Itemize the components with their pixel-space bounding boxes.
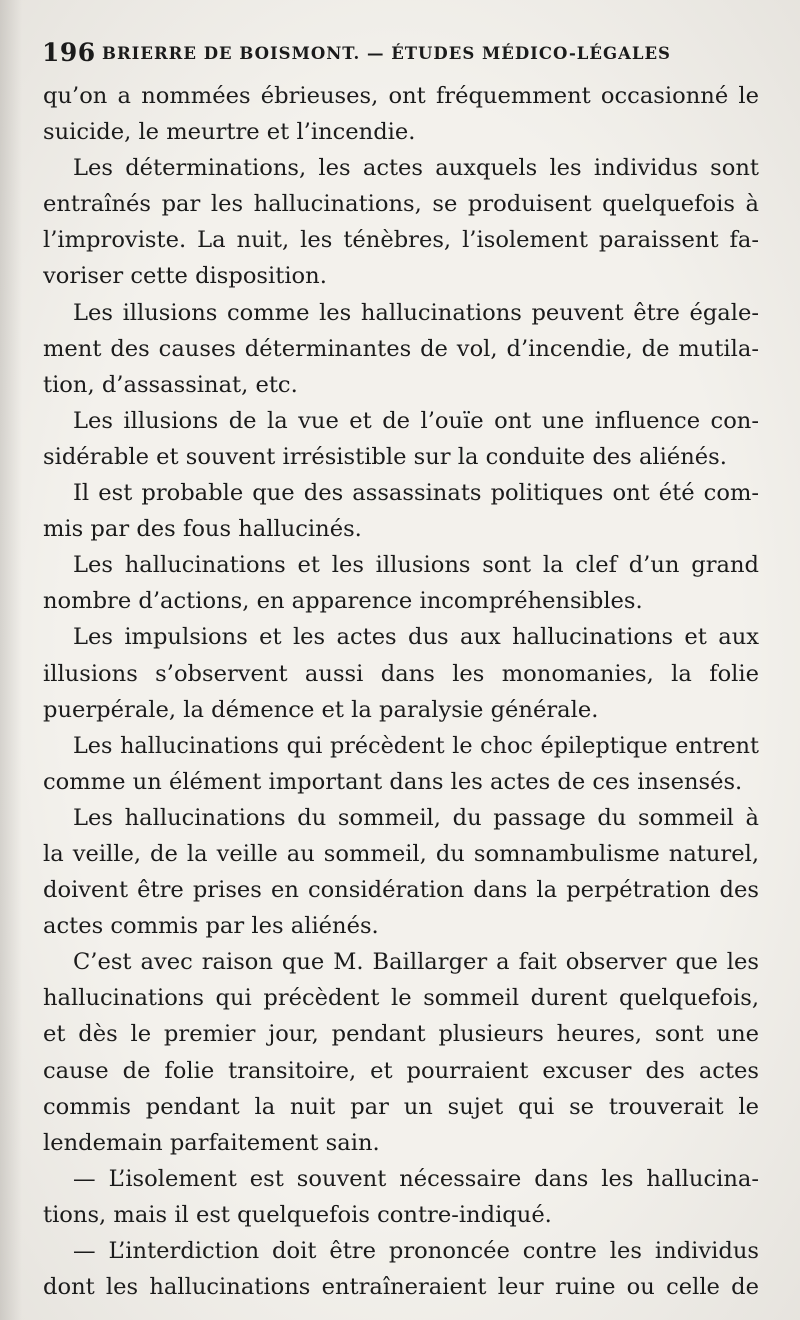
text-line: Les impulsions et les actes dus aux hallucinations et aux [73, 624, 759, 651]
text-line: tion, d’assassinat, etc. [43, 371, 298, 398]
text-line: puerpérale, la démence et la paralysie générale. [43, 696, 599, 723]
text-line: et dès le premier jour, pendant plusieurs heures, sont une [43, 1021, 759, 1048]
body-text [43, 78, 759, 1305]
text-line: doivent être prises en considération dans la perpétration des [43, 877, 759, 904]
running-head-title: BRIERRE DE BOISMONT. — ÉTUDES MÉDICO-LÉGALES [102, 44, 671, 63]
text-line: ment des causes déterminantes de vol, d’incendie, de mutila- [43, 335, 759, 362]
text-line: — L’interdiction doit être prononcée contre les individus [73, 1238, 759, 1264]
text-line: tions, mais il est quelquefois contre-indiqué. [43, 1201, 552, 1228]
text-line: Les hallucinations du sommeil, du passage du sommeil à [73, 804, 759, 831]
text-line: — L’isolement est souvent nécessaire dans les hallucina- [73, 1165, 759, 1192]
text-line: illusions s’observent aussi dans les monomanies, la folie [43, 660, 759, 687]
text-line: commis pendant la nuit par un sujet qui se trouverait le [43, 1093, 759, 1120]
text-line: dont les hallucinations entraîneraient leur ruine ou celle de [43, 1274, 759, 1301]
text-line: Les illusions comme les hallucinations peuvent être égale- [73, 299, 759, 326]
text-line: la veille, de la veille au sommeil, du somnambulisme naturel, [43, 840, 759, 867]
text-line: Les hallucinations et les illusions sont la clef d’un grand [73, 552, 759, 579]
text-line: cause de folie transitoire, et pourraient excuser des actes [43, 1057, 759, 1084]
text-line: nombre d’actions, en apparence incompréhensibles. [43, 588, 643, 615]
text-line: qu’on a nommées ébrieuses, ont fréquemment occasionné le [43, 83, 759, 109]
text-line: entraînés par les hallucinations, se produisent quelquefois à [43, 191, 759, 218]
running-head [42, 38, 762, 68]
page-gutter-shadow [0, 0, 22, 1320]
text-line: Les illusions de la vue et de l’ouïe ont une influence con- [73, 407, 759, 434]
text-line: hallucinations qui précèdent le sommeil durent quelquefois, [43, 985, 759, 1012]
page-number: 196 [42, 38, 96, 67]
text-line: actes commis par les aliénés. [43, 913, 379, 940]
text-line: mis par des fous hallucinés. [43, 516, 362, 543]
text-line: l’improviste. La nuit, les ténèbres, l’isolement paraissent fa- [43, 227, 759, 254]
text-line: suicide, le meurtre et l’incendie. [43, 119, 416, 146]
text-line: lendemain parfaitement sain. [43, 1129, 380, 1156]
text-line: voriser cette disposition. [43, 263, 327, 290]
text-line: Les hallucinations qui précèdent le choc épileptique entrent [73, 732, 759, 759]
text-line: sidérable et souvent irrésistible sur la conduite des aliénés. [43, 443, 727, 470]
text-line: Les déterminations, les actes auxquels les individus sont [73, 155, 759, 182]
text-line: comme un élément important dans les actes de ces insensés. [43, 768, 743, 795]
text-line: C’est avec raison que M. Baillarger a fait observer que les [73, 949, 759, 976]
text-line: Il est probable que des assassinats politiques ont été com- [73, 480, 759, 507]
